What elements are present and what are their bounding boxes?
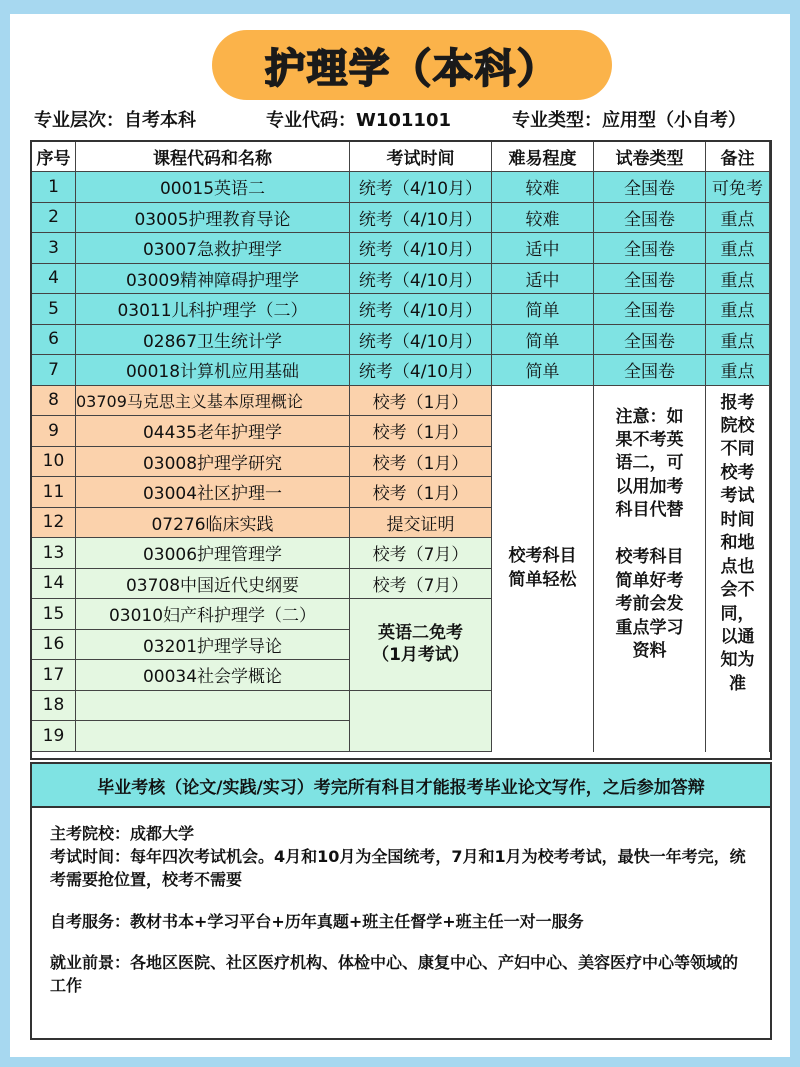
exam-time: 校考（1月）	[350, 386, 492, 417]
course-name: 03709马克思主义基本原理概论	[76, 386, 350, 417]
row-number: 2	[32, 203, 76, 234]
remark-merged-note: 报考 院校 不同 校考 考试 时间 和地 点也 会不 同， 以通 知为 准	[706, 386, 770, 752]
difficulty: 简单	[492, 294, 594, 325]
header-course: 课程代码和名称	[76, 142, 350, 172]
paper-type: 全国卷	[594, 233, 706, 264]
paper-type: 全国卷	[594, 172, 706, 203]
difficulty: 简单	[492, 325, 594, 356]
course-name	[76, 721, 350, 752]
course-name: 03010妇产科护理学（二）	[76, 599, 350, 630]
info-school: 主考院校：成都大学	[50, 824, 195, 843]
row-number: 15	[32, 599, 76, 630]
exam-time: 校考（1月）	[350, 447, 492, 478]
exam-time: 统考（4/10月）	[350, 172, 492, 203]
row-number: 5	[32, 294, 76, 325]
exam-time: 统考（4/10月）	[350, 325, 492, 356]
major-code: 专业代码：W101101	[266, 110, 452, 131]
row-number: 3	[32, 233, 76, 264]
exam-time: 统考（4/10月）	[350, 203, 492, 234]
remark: 可免考	[706, 172, 770, 203]
row-number: 18	[32, 691, 76, 722]
remark: 重点	[706, 264, 770, 295]
row-number: 7	[32, 355, 76, 386]
remark: 重点	[706, 355, 770, 386]
exam-time: 校考（7月）	[350, 538, 492, 569]
course-name: 00015英语二	[76, 172, 350, 203]
info-panel	[30, 808, 772, 1040]
row-number: 8	[32, 386, 76, 417]
exam-time: 统考（4/10月）	[350, 294, 492, 325]
row-number: 1	[32, 172, 76, 203]
graduation-banner: 毕业考核（论文/实践/实习）考完所有科目才能报考毕业论文写作，之后参加答辩	[30, 762, 772, 808]
info-career: 就业前景：各地区医院、社区医疗机构、体检中心、康复中心、产妇中心、美容医疗中心等领域的工作	[50, 952, 739, 995]
major-level: 专业层次：自考本科	[34, 110, 196, 131]
exam-time-blank	[350, 691, 492, 752]
paper-type: 全国卷	[594, 355, 706, 386]
paper-type: 全国卷	[594, 203, 706, 234]
row-number: 12	[32, 508, 76, 539]
course-name: 03007急救护理学	[76, 233, 350, 264]
course-name: 03011儿科护理学（二）	[76, 294, 350, 325]
difficulty: 适中	[492, 264, 594, 295]
row-number: 13	[32, 538, 76, 569]
row-number: 10	[32, 447, 76, 478]
row-number: 14	[32, 569, 76, 600]
paper-type: 全国卷	[594, 264, 706, 295]
remark: 重点	[706, 203, 770, 234]
difficulty: 简单	[492, 355, 594, 386]
row-number: 16	[32, 630, 76, 661]
exam-time: 统考（4/10月）	[350, 233, 492, 264]
row-number: 19	[32, 721, 76, 752]
course-name: 00034社会学概论	[76, 660, 350, 691]
major-type: 专业类型：应用型（小自考）	[512, 110, 746, 131]
course-name	[76, 691, 350, 722]
difficulty: 较难	[492, 172, 594, 203]
row-number: 4	[32, 264, 76, 295]
course-name: 03006护理管理学	[76, 538, 350, 569]
exam-time: 统考（4/10月）	[350, 264, 492, 295]
header-remark: 备注	[706, 142, 770, 172]
remark: 重点	[706, 233, 770, 264]
exam-time: 提交证明	[350, 508, 492, 539]
header-difficulty: 难易程度	[492, 142, 594, 172]
exam-time: 校考（1月）	[350, 477, 492, 508]
exam-time: 统考（4/10月）	[350, 355, 492, 386]
course-name: 03708中国近代史纲要	[76, 569, 350, 600]
course-name: 02867卫生统计学	[76, 325, 350, 356]
difficulty: 适中	[492, 233, 594, 264]
remark: 重点	[706, 325, 770, 356]
exam-time: 校考（1月）	[350, 416, 492, 447]
remark: 重点	[706, 294, 770, 325]
row-number: 11	[32, 477, 76, 508]
info-service: 自考服务：教材书本+学习平台+历年真题+班主任督学+班主任一对一服务	[50, 911, 584, 931]
english-exempt-note: 英语二免考 （1月考试）	[350, 599, 492, 691]
course-name: 03004社区护理一	[76, 477, 350, 508]
header-time: 考试时间	[350, 142, 492, 172]
difficulty: 较难	[492, 203, 594, 234]
row-number: 9	[32, 416, 76, 447]
course-name: 00018计算机应用基础	[76, 355, 350, 386]
paper-type-merged-note: 注意：如 果不考英 语二，可 以用加考 科目代替 校考科目 简单好考 考前会发 重点学习 资料	[594, 386, 706, 752]
course-name: 07276临床实践	[76, 508, 350, 539]
row-number: 6	[32, 325, 76, 356]
course-name: 03201护理学导论	[76, 630, 350, 661]
course-name: 03008护理学研究	[76, 447, 350, 478]
page-title: 护理学（本科）	[212, 30, 612, 100]
course-name: 03005护理教育导论	[76, 203, 350, 234]
exam-time: 校考（7月）	[350, 569, 492, 600]
header-no: 序号	[32, 142, 76, 172]
info-exam-time: 考试时间：每年四次考试机会。4月和10月为全国统考，7月和1月为校考考试，最快一年考完，统考需要抢位置，校考不需要	[50, 847, 746, 890]
row-number: 17	[32, 660, 76, 691]
header-paper: 试卷类型	[594, 142, 706, 172]
course-table	[30, 140, 772, 760]
course-name: 03009精神障碍护理学	[76, 264, 350, 295]
paper-type: 全国卷	[594, 325, 706, 356]
difficulty-merged-note: 校考科目 简单轻松	[492, 386, 594, 752]
paper-type: 全国卷	[594, 294, 706, 325]
course-name: 04435老年护理学	[76, 416, 350, 447]
